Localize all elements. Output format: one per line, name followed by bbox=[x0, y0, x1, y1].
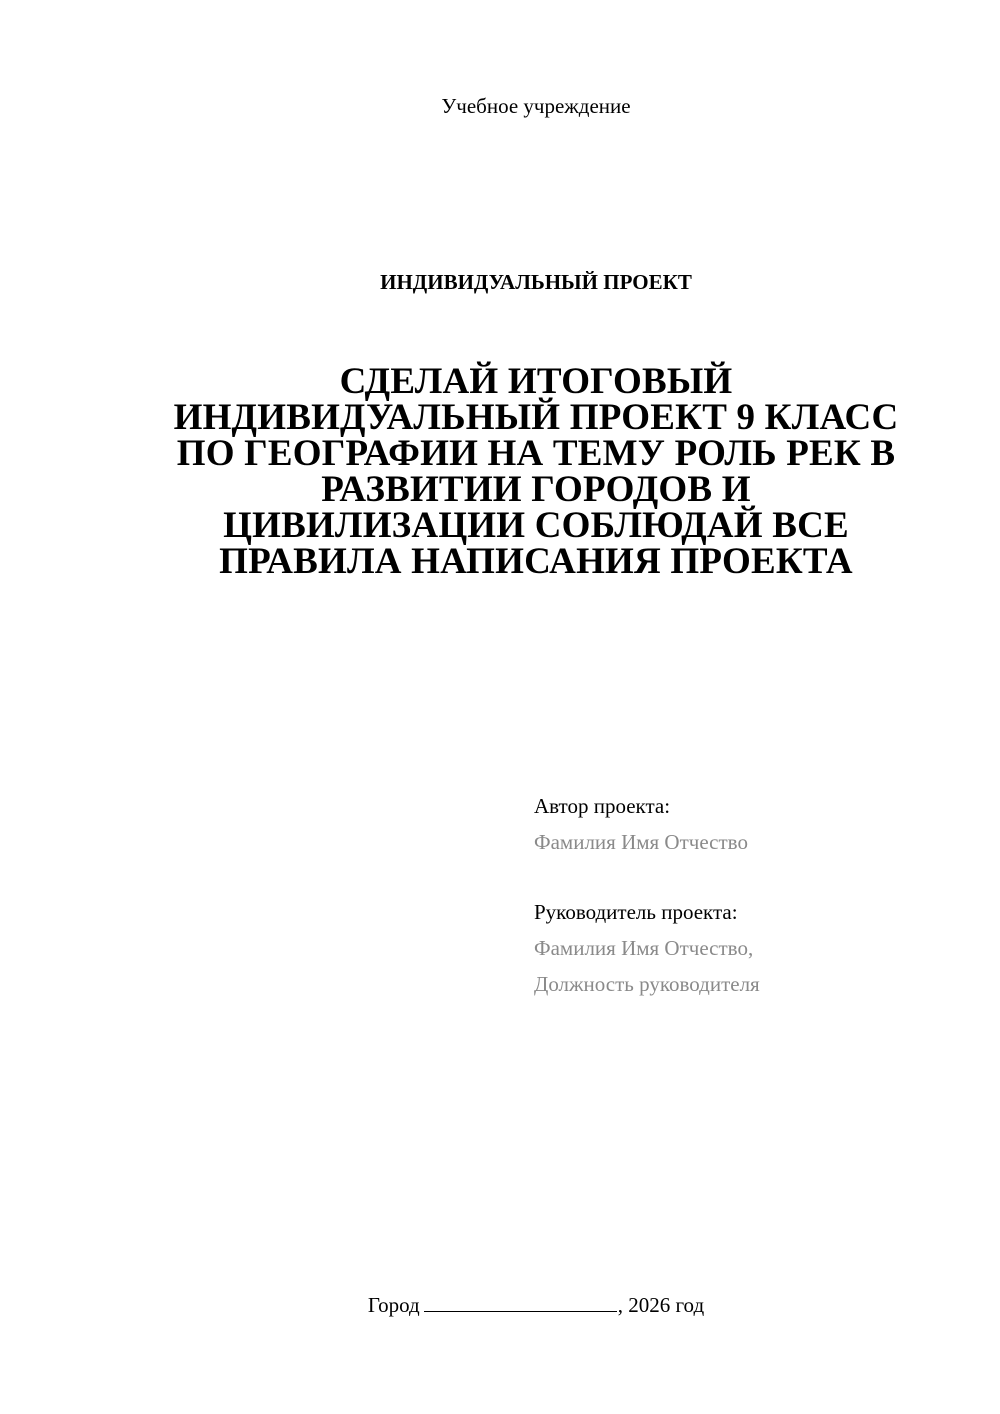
project-title-line: ИНДИВИДУАЛЬНЫЙ ПРОЕКТ 9 КЛАСС bbox=[173, 397, 899, 438]
city-label: Город bbox=[367, 1293, 420, 1317]
document-type-heading: ИНДИВИДУАЛЬНЫЙ ПРОЕКТ bbox=[380, 270, 692, 294]
project-title-line: ЦИВИЛИЗАЦИИ СОБЛЮДАЙ ВСЕ bbox=[223, 505, 849, 546]
supervisor-block bbox=[534, 894, 974, 1002]
institution-name: Учебное учреждение bbox=[441, 94, 631, 118]
project-title-line: СДЕЛАЙ ИТОГОВЫЙ bbox=[339, 361, 733, 402]
supervisor-position-placeholder: Должность руководителя bbox=[534, 972, 760, 996]
author-block bbox=[534, 788, 974, 860]
project-title-line: РАЗВИТИИ ГОРОДОВ И bbox=[321, 469, 751, 510]
city-blank-line bbox=[424, 1293, 617, 1312]
author-label: Автор проекта: bbox=[534, 794, 671, 818]
year-text: , 2026 год bbox=[617, 1293, 705, 1317]
supervisor-label: Руководитель проекта: bbox=[534, 900, 738, 924]
project-title-line: ПРАВИЛА НАПИСАНИЯ ПРОЕКТА bbox=[219, 541, 853, 582]
project-title-line: ПО ГЕОГРАФИИ НА ТЕМУ РОЛЬ РЕК В bbox=[176, 433, 896, 474]
supervisor-name-placeholder: Фамилия Имя Отчество, bbox=[534, 936, 754, 960]
footer-city-year bbox=[0, 1290, 1000, 1320]
project-title bbox=[130, 361, 942, 582]
author-name-placeholder: Фамилия Имя Отчество bbox=[534, 830, 748, 854]
